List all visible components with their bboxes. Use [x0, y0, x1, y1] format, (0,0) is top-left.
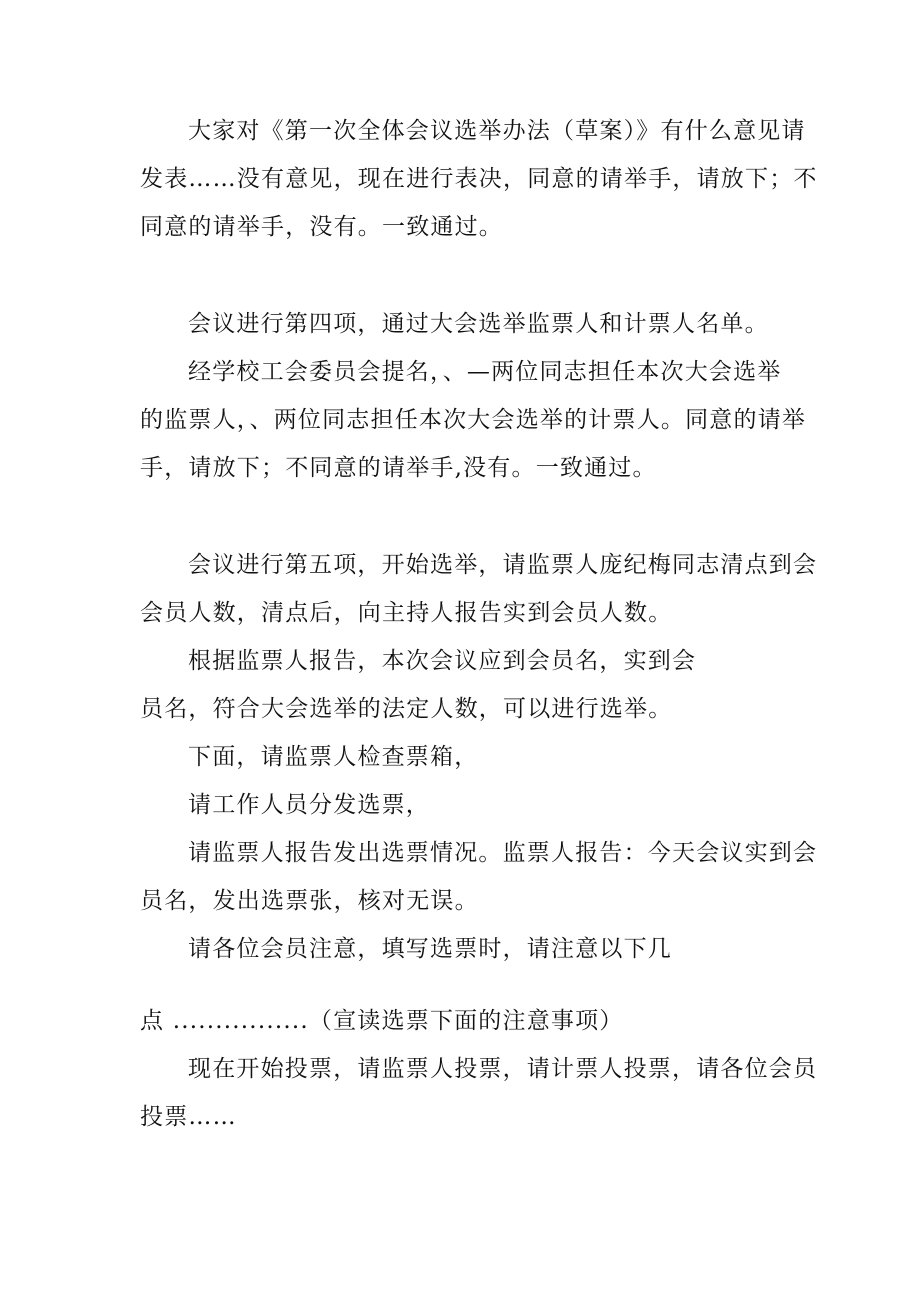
paragraph-3-line-2: 的监票人，、两位同志担任本次大会选举的计票人。同意的请举	[140, 407, 807, 433]
paragraph-4-line-1: 会议进行第五项，开始选举，请监票人庞纪梅同志清点到会	[188, 552, 818, 578]
paragraph-9-line-1: 请各位会员注意，填写选票时，请注意以下几	[188, 936, 672, 962]
paragraph-1-line-1: 大家对《第一次全体会议选举办法（草案）》有什么意见请	[188, 118, 806, 144]
paragraph-8-line-2: 员名，发出选票张，核对无误。	[140, 888, 479, 914]
paragraph-8-line-1: 请监票人报告发出选票情况。监票人报告：今天会议实到会	[188, 840, 818, 866]
paragraph-3-line-1: 经学校工会委员会提名，、—两位同志担任本次大会选举	[188, 359, 782, 385]
paragraph-1-line-3: 同意的请举手，没有。一致通过。	[140, 214, 503, 240]
paragraph-4-line-2: 会员人数，清点后，向主持人报告实到会员人数。	[140, 600, 673, 626]
paragraph-3-line-3: 手，请放下；不同意的请举手,没有。一致通过。	[140, 455, 657, 481]
paragraph-5-line-1: 根据监票人报告，本次会议应到会员名，实到会	[188, 648, 697, 674]
paragraph-10-line-2: 投票……	[140, 1104, 237, 1130]
paragraph-9-line-2: 点 ................（宣读选票下面的注意事项）	[140, 1008, 624, 1034]
paragraph-10-line-1: 现在开始投票，请监票人投票，请计票人投票，请各位会员	[188, 1056, 818, 1082]
paragraph-1-line-2: 发表……没有意见，现在进行表决，同意的请举手，请放下；不	[140, 166, 818, 192]
paragraph-2-line-1: 会议进行第四项，通过大会选举监票人和计票人名单。	[188, 311, 769, 337]
paragraph-6-line-1: 下面，请监票人检查票箱，	[188, 744, 479, 770]
paragraph-5-line-2: 员名，符合大会选举的法定人数，可以进行选举。	[140, 696, 673, 722]
paragraph-7-line-1: 请工作人员分发选票，	[188, 792, 430, 818]
